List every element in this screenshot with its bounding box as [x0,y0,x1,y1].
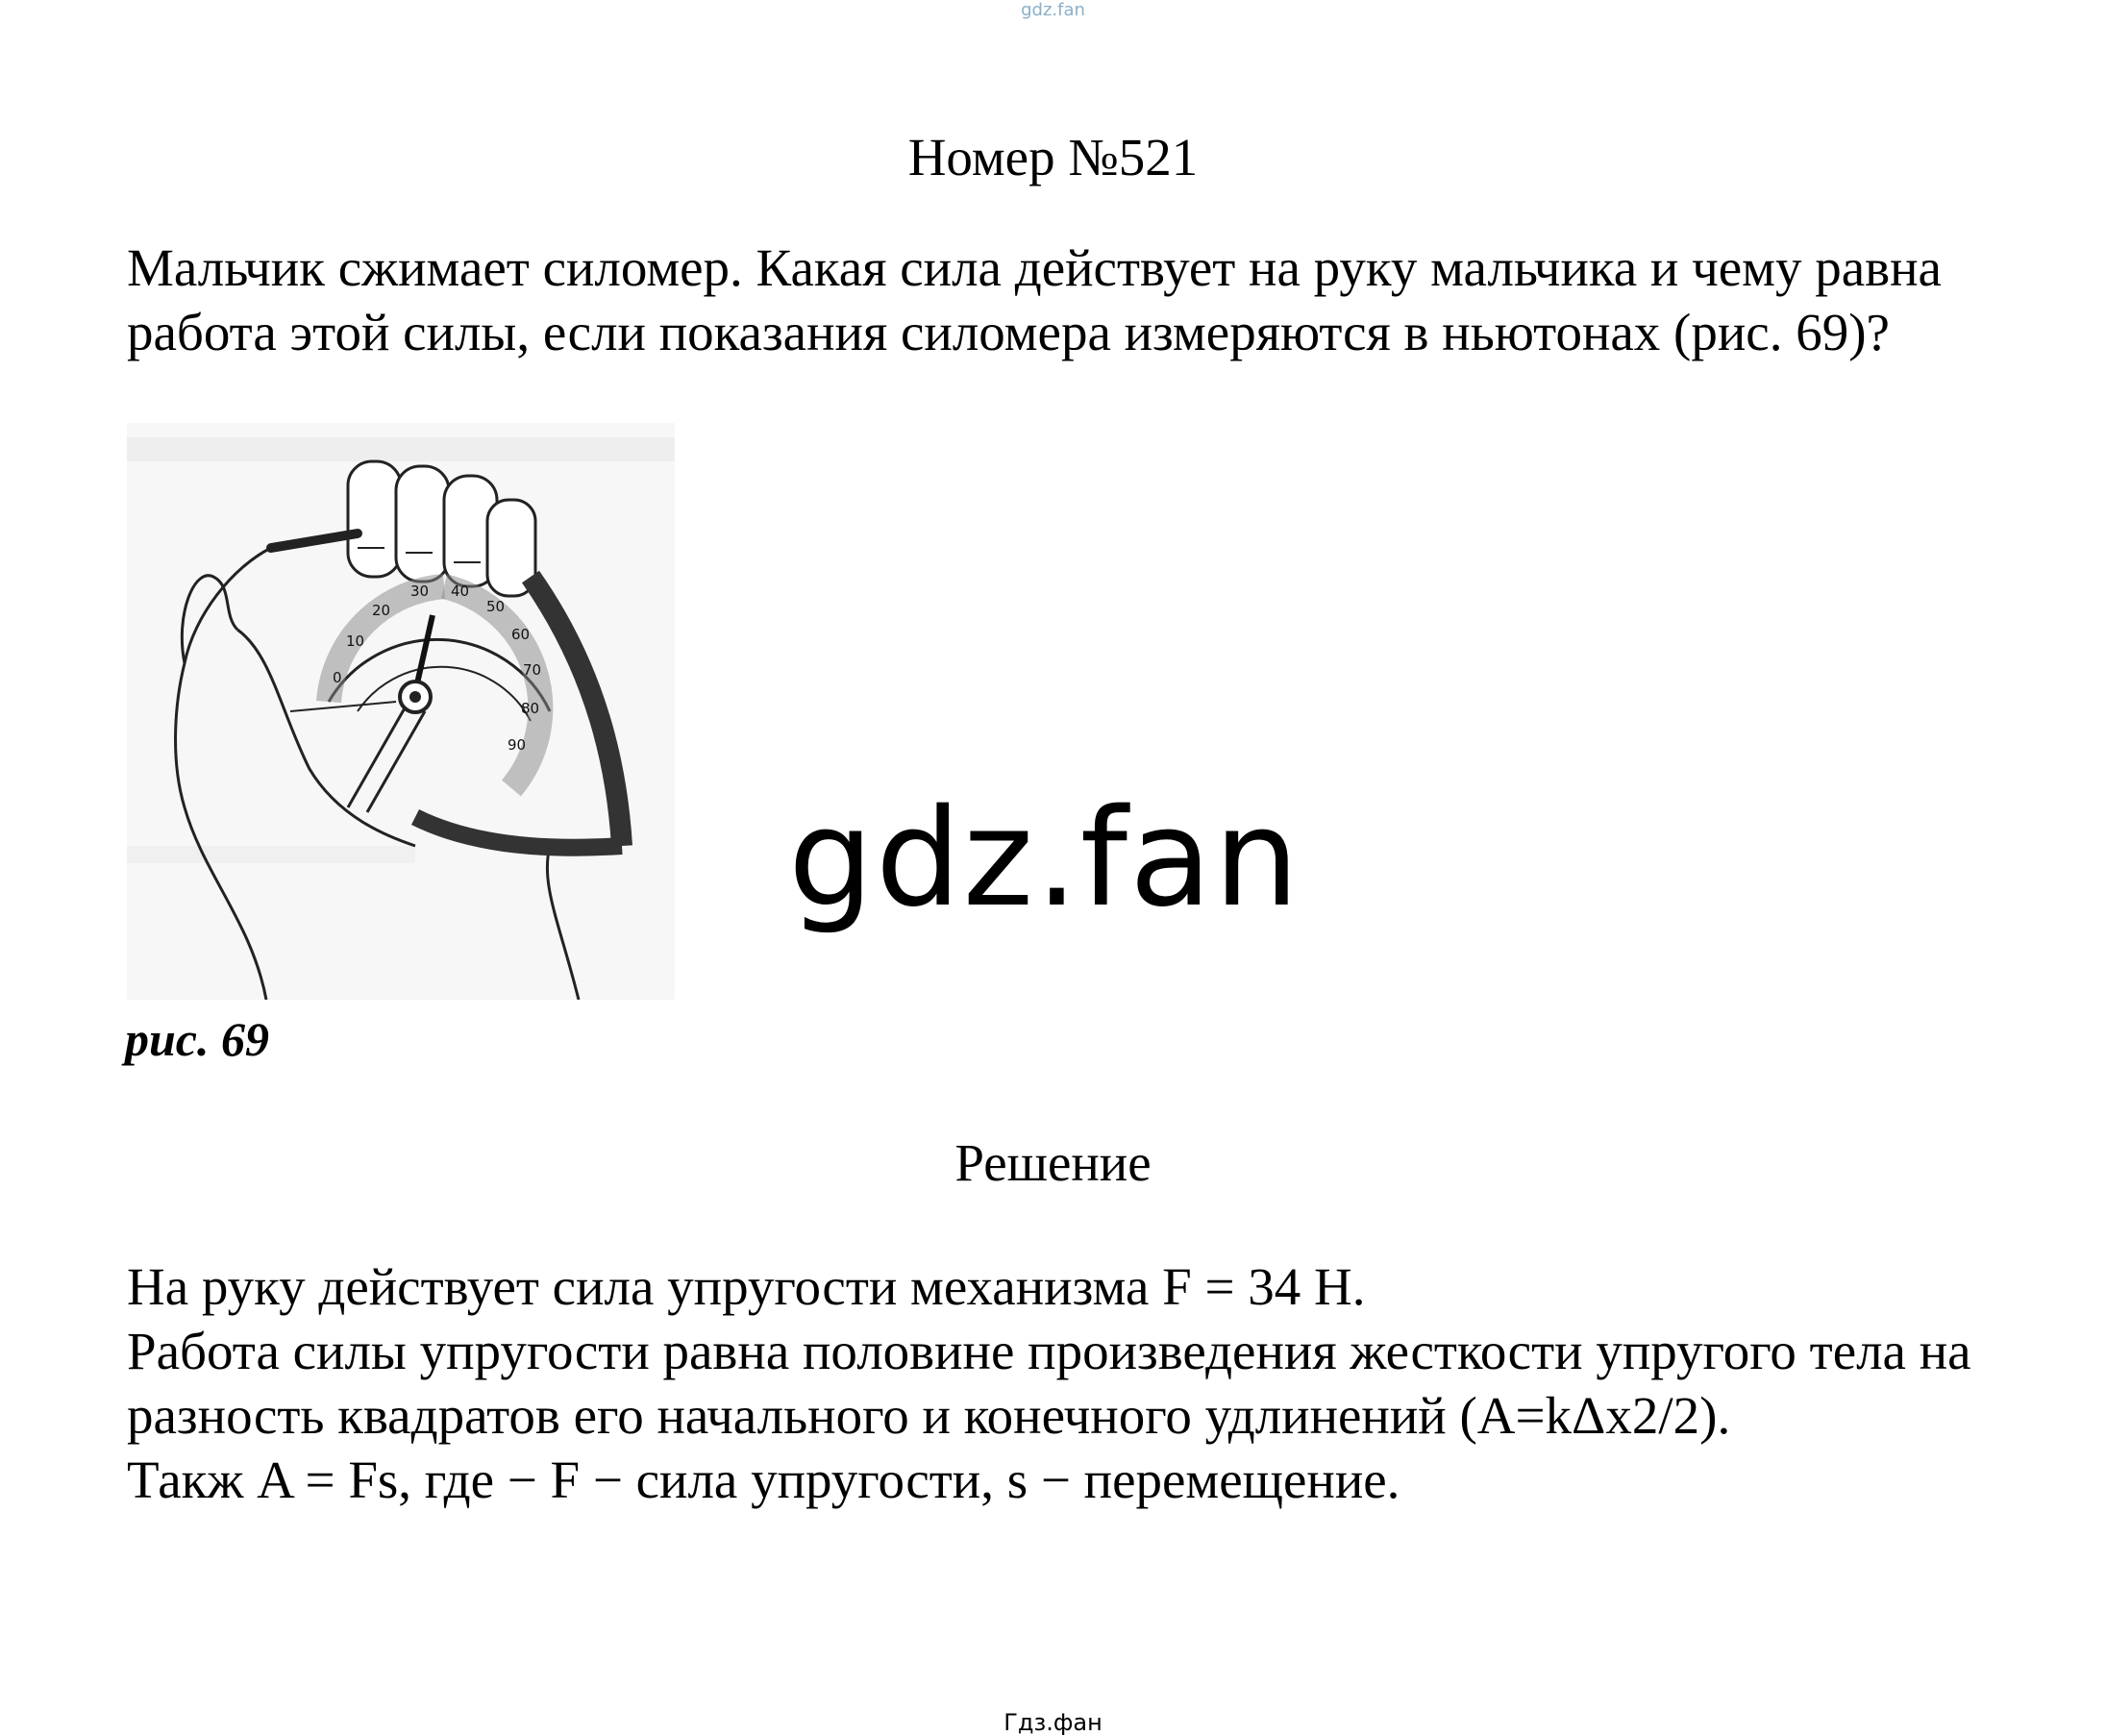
solution-line: Такж A = Fs, где − F − сила упругости, s − перемещение. [127,1451,1400,1509]
figure-caption: рис. 69 [125,1012,269,1066]
figure-dynamometer-hand [127,423,675,1000]
dial-tick: 50 [486,598,506,615]
hand-dynamometer-illustration [127,423,675,1000]
task-title: Номер №521 [907,128,1199,186]
solution-text [127,1254,2011,1512]
bottom-watermark: Гдз.фан [1003,1709,1103,1736]
dial-tick: 10 [346,632,365,650]
top-watermark: gdz.fan [1021,0,1085,20]
solution-line: Работа силы упругости равна половине произведения жесткости упругого тела на разность квадратов его начального и конечного удлинений (A=kΔx2/2). [127,1322,1971,1445]
dial-tick: 60 [511,626,531,643]
solution-title: Решение [954,1133,1152,1192]
dial-tick: 0 [333,669,342,686]
dial-tick: 30 [410,583,430,600]
dial-tick: 70 [523,661,542,679]
dial-tick: 90 [508,736,527,754]
dial-tick: 80 [521,700,540,717]
dial-tick: 20 [372,602,391,619]
center-watermark: gdz.fan [788,781,1301,937]
solution-line: На руку действует сила упругости механизма F = 34 Н. [127,1257,1366,1316]
question-text: Мальчик сжимает силомер. Какая сила действует на руку мальчика и чему равна работа этой силы, если показания силомера измеряются в ньютонах (рис. 69)? [127,238,1942,361]
dial-tick: 40 [451,583,470,600]
